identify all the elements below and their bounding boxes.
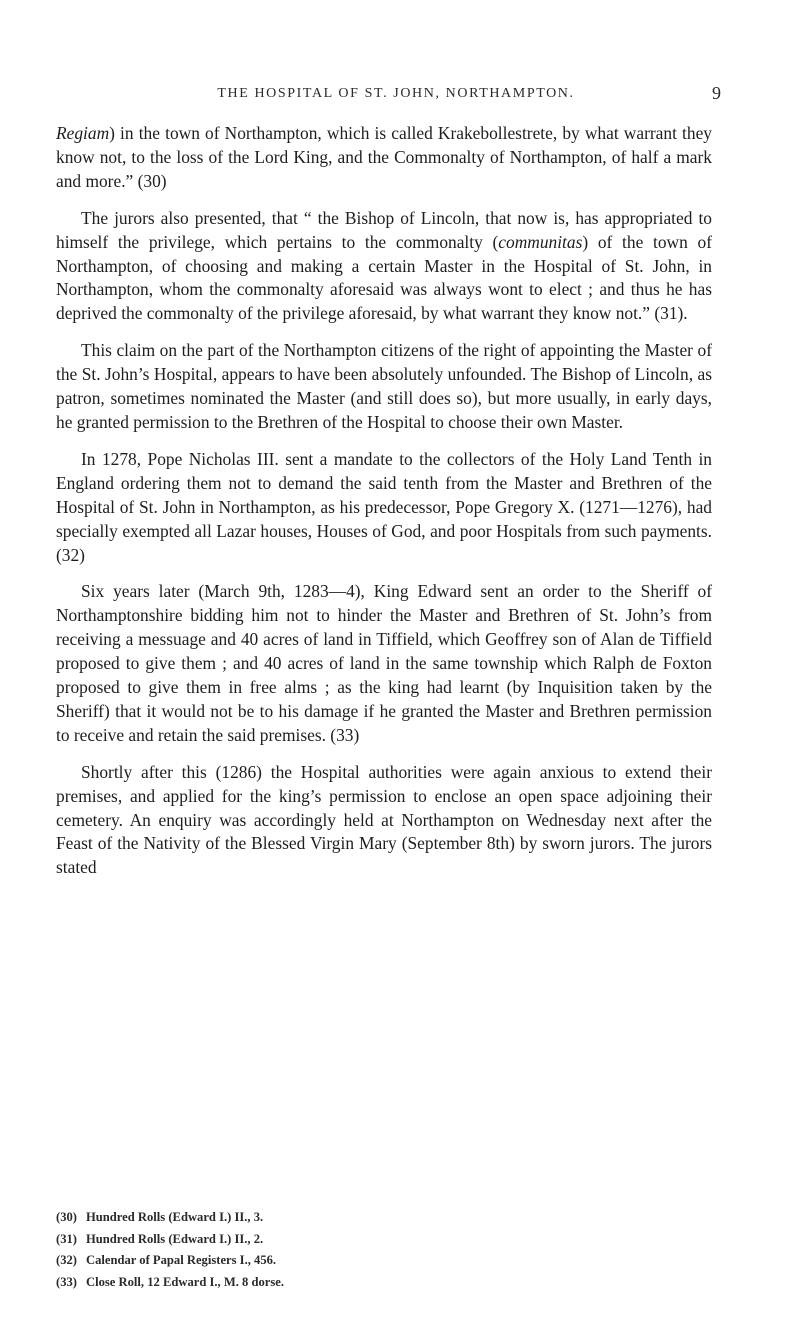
footnote-text: Hundred Rolls (Edward I.) II., 3. [86, 1210, 264, 1224]
body-text [56, 122, 712, 893]
footnote-text: Calendar of Papal Registers I., 456. [86, 1253, 277, 1267]
paragraph-1 [56, 122, 712, 194]
footnote-number: (30) [56, 1210, 77, 1224]
paragraph-text: ) in the town of Northampton, which is called Krakebollestrete, by what warrant they know not, to the loss of the Lord King, and the Commonalty of Northampton, of half a mark and more.” (30) [56, 123, 712, 191]
footnote [56, 1272, 712, 1294]
footnote [56, 1229, 712, 1251]
paragraph-2 [56, 207, 712, 327]
footnotes [56, 1207, 712, 1293]
running-title: THE HOSPITAL OF ST. JOHN, NORTHAMPTON. [217, 86, 575, 101]
italic-term: Regiam [56, 123, 110, 143]
footnote [56, 1207, 712, 1229]
footnote-text: Hundred Rolls (Edward I.) II., 2. [86, 1231, 264, 1246]
page-number: 9 [712, 83, 721, 103]
footnote-number: (31) [56, 1231, 77, 1246]
paragraph-5: Six years later (March 9th, 1283—4), King Edward sent an order to the Sheriff of Northamptonshire bidding him not to hinder the Master and Brethren of St. John’s from receiving a messuage and 40 acres of land in Tiffield, which Geoffrey son of Alan de Tiffield proposed to give them ; and 40 acres of land in the same township which Ralph de Foxton proposed to give them in free alms ; as the king had learnt (by Inquisition taken by the Sheriff) that it would not be to his damage if he granted the Master and Brethren permission to receive and retain the said premises. (33) [56, 581, 712, 745]
paragraph-4: In 1278, Pope Nicholas III. sent a mandate to the collectors of the Holy Land Tenth in England ordering them not to demand the said tenth from the Master and Brethren of the Hospital of St. John in Northampton, as his predecessor, Pope Gregory X. (1271—1276), had specially exempted all Lazar houses, Houses of God, and poor Hospitals from such payments. (32) [56, 448, 712, 565]
paragraph-text: ) of the town of Northampton, of choosing and making a certain Master in the Hospital of St. John, in Northampton, whom the commonalty aforesaid was always wont to elect ; and thus he has deprived the commonalty of the privilege aforesaid, by what warrant they know not.” (31). [56, 231, 712, 324]
paragraph-3: This claim on the part of the Northampton citizens of the right of appointing the Master of the St. John’s Hospital, appears to have been absolutely unfounded. The Bishop of Lincoln, as patron, sometimes nominated the Master (and still does so), but more usually, in early days, he granted permission to the Brethren of the Hospital to choose their own Master. [56, 340, 712, 432]
paragraph-text: The jurors also presented, that “ the Bishop of Lincoln, that now is, has appropriated to himself the privilege, which pertains to the commonalty ( [56, 207, 712, 252]
paragraph-6: Shortly after this (1286) the Hospital authorities were again anxious to extend their premises, and applied for the king’s permission to enclose an open space adjoining their cemetery. An enquiry was accordingly held at Northampton on Wednesday next after the Feast of the Nativity of the Blessed Virgin Mary (September 8th) by sworn jurors. The jurors stated [56, 761, 712, 878]
footnote-number: (32) [56, 1253, 77, 1267]
footnote-number: (33) [56, 1274, 77, 1289]
footnote-text: Close Roll, 12 Edward I., M. 8 dorse. [86, 1274, 285, 1289]
footnote [56, 1250, 712, 1272]
italic-term: communitas [498, 231, 583, 252]
